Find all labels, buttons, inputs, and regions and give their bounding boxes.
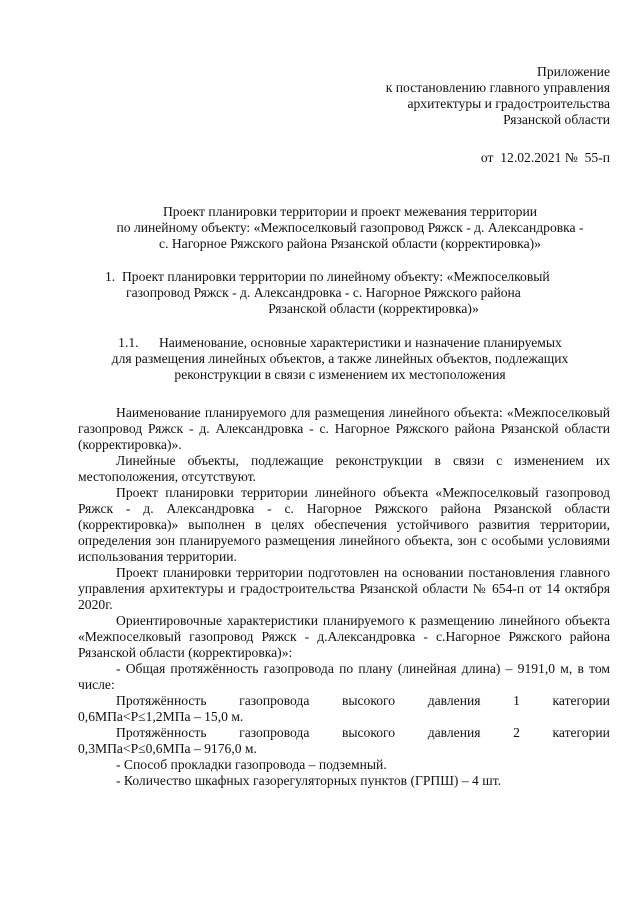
section-heading-line: реконструкции в связи с изменением их местоположения [174,367,506,382]
spec-word: категории [552,725,610,740]
appendix-line: архитектуры и градостроительства [407,96,610,111]
spec-word: газопровода [239,725,310,740]
appendix-line: Рязанской области [503,112,610,127]
section-1-1-heading [60,335,620,383]
paragraph: Проект планировки территории линейного объекта «Межпоселковый газопровод Ряжск - д. Александровка - с. Нагорное Ряжского района Рязанской области (корректировка)» выполнен в целях обеспечения устойчивого развития территории, определения зон планируемого размещения линейного объекта, зон с особыми условиями использования территории. [78,485,610,564]
appendix-line: к постановлению главного управления [385,80,610,95]
title-line: по линейному объекту: «Межпоселковый газопровод Ряжск - д. Александровка - [116,220,584,235]
section-1-heading [105,269,625,317]
section-heading-line: газопровод Ряжск - д. Александровка - с. Нагорное Ряжского района [126,285,521,300]
order-date-number: от 12.02.2021 № 55-п [480,150,610,165]
section-heading-line: Рязанской области (корректировка)» [268,301,479,316]
paragraph: Линейные объекты, подлежащие реконструкции в связи с изменением их местоположения, отсутствуют. [78,453,610,484]
title-line: с. Нагорное Ряжского района Рязанской области (корректировка)» [159,236,541,251]
spec-row [78,725,610,741]
paragraph: Ориентировочные характеристики планируемого к размещению линейного объекта «Межпоселковый газопровод Ряжск - д.Александровка - с.Нагорное Ряжского района Рязанской области (корректировка)»: [78,613,610,660]
spec-word: Протяжённость [116,693,207,708]
spec-word: 1 [513,693,520,708]
paragraph: Наименование планируемого для размещения линейного объекта: «Межпоселковый газопровод Ряжск - д. Александровка - с. Нагорное Ряжского района Рязанской области (корректировка)». [78,405,610,452]
appendix-header [386,64,610,128]
spec-word: высокого [341,693,396,708]
document-body [78,405,610,789]
spec-word: высокого [341,725,396,740]
spec-tail: 0,6МПа<Р≤1,2МПа – 15,0 м. [78,709,244,724]
spec-word: Протяжённость [116,725,207,740]
document-title [60,204,640,252]
list-item: - Количество шкафных газорегуляторных пунктов (ГРПШ) – 4 шт. [116,773,502,788]
spec-word: давления [427,725,481,740]
spec-word: категории [552,693,610,708]
section-heading-line: 1.1. Наименование, основные характеристики и назначение планируемых [118,335,562,350]
appendix-title: Приложение [537,64,610,79]
spec-word: давления [427,693,481,708]
spec-word: 2 [513,725,520,740]
spec-row [78,693,610,709]
list-item: - Способ прокладки газопровода – подземный. [116,757,387,772]
title-line: Проект планировки территории и проект межевания территории [162,204,538,219]
spec-word: газопровода [239,693,310,708]
list-item: - Общая протяжённость газопровода по плану (линейная длина) – 9191,0 м, в том числе: [78,661,610,692]
section-heading-line: 1. Проект планировки территории по линейному объекту: «Межпоселковый [105,269,550,284]
paragraph: Проект планировки территории подготовлен на основании постановления главного управления архитектуры и градостроительства Рязанской области № 654-п от 14 октября 2020г. [78,565,610,612]
spec-tail: 0,3МПа<Р≤0,6МПа – 9176,0 м. [78,741,257,756]
section-heading-line: для размещения линейных объектов, а также линейных объектов, подлежащих [111,351,569,366]
